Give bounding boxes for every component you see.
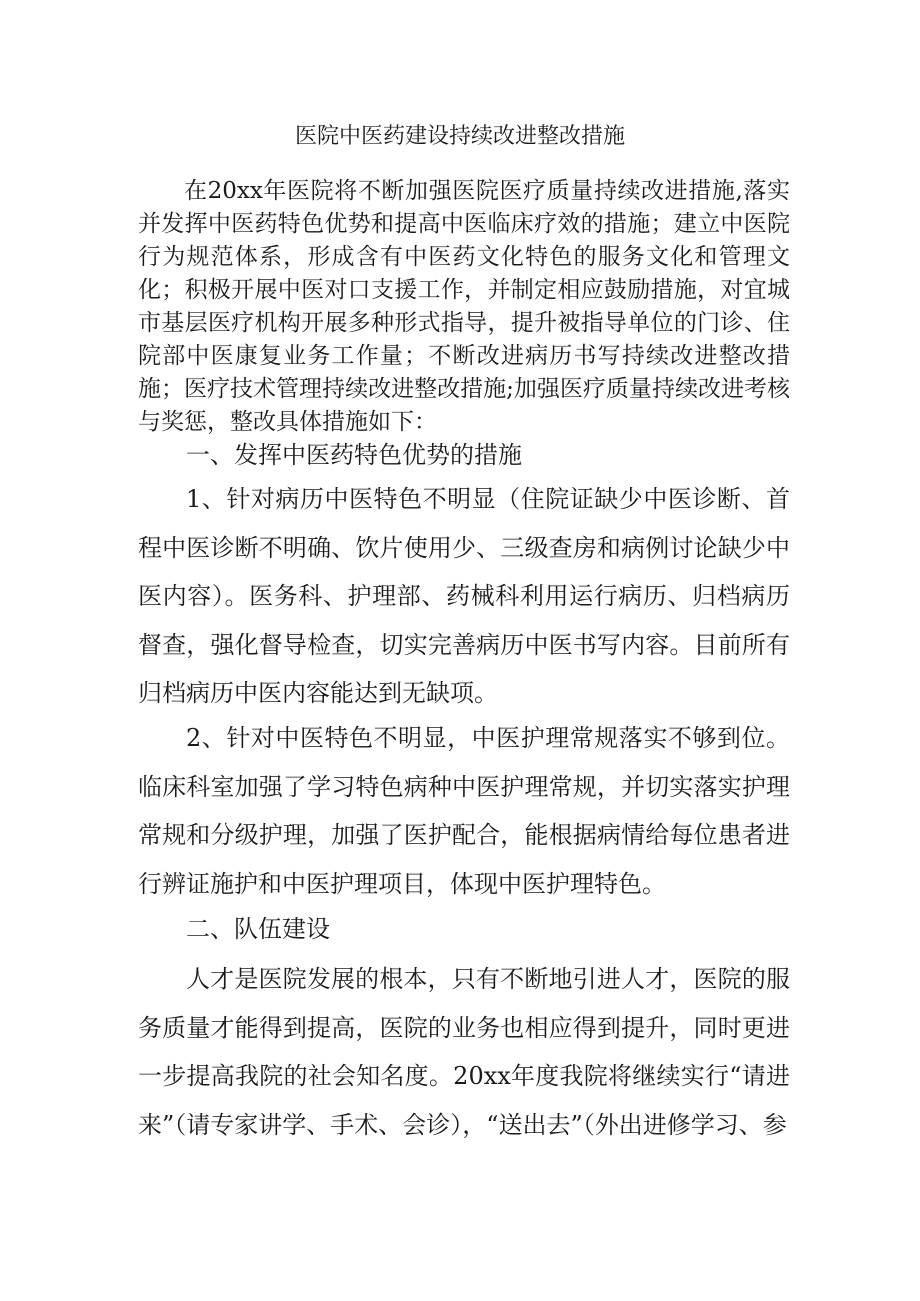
intro-paragraph: 在20xx年医院将不断加强医院医疗质量持续改进措施,落实并发挥中医药特色优势和提高中医临床疗效的措施；建立中医院行为规范体系，形成含有中医药文化特色的服务文化和管理文化；积极开展中医对口支援工作，并制定相应鼓励措施，对宜城市基层医疗机构开展多种形式指导，提升被指导单位的门诊、住院部中医康复业务工作量；不断改进病历书写持续改进整改措施；医疗技术管理持续改进整改措施;加强医疗质量持续改进考核与奖惩，整改具体措施如下： xyxy=(138,178,790,435)
measure-item-2: 2、针对中医特色不明显，中医护理常规落实不够到位。临床科室加强了学习特色病种中医护理常规，并切实落实护理常规和分级护理，加强了医护配合，能根据病情给每位患者进行辨证施护和中医护理项目，体现中医护理特色。 xyxy=(138,724,790,898)
measure-item-1: 1、针对病历中医特色不明显（住院证缺少中医诊断、首程中医诊断不明确、饮片使用少、三级查房和病例讨论缺少中医内容）。医务科、护理部、药械科利用运行病历、归档病历督查，强化督导检查，切实完善病历中医书写内容。目前所有归档病历中医内容能达到无缺项。 xyxy=(138,485,790,707)
document-title: 医院中医药建设持续改进整改措施 xyxy=(294,124,625,149)
talent-paragraph: 人才是医院发展的根本，只有不断地引进人才，医院的服务质量才能得到提高，医院的业务也相应得到提升，同时更进一步提高我院的社会知名度。20xx年度我院将继续实行“请进来”（请专家讲学、手术、会诊），“送出去”（外出进修学习、参 xyxy=(138,965,790,1139)
section-heading-2: 二、队伍建设 xyxy=(186,915,330,943)
section-heading-1: 一、发挥中医药特色优势的措施 xyxy=(186,441,522,469)
